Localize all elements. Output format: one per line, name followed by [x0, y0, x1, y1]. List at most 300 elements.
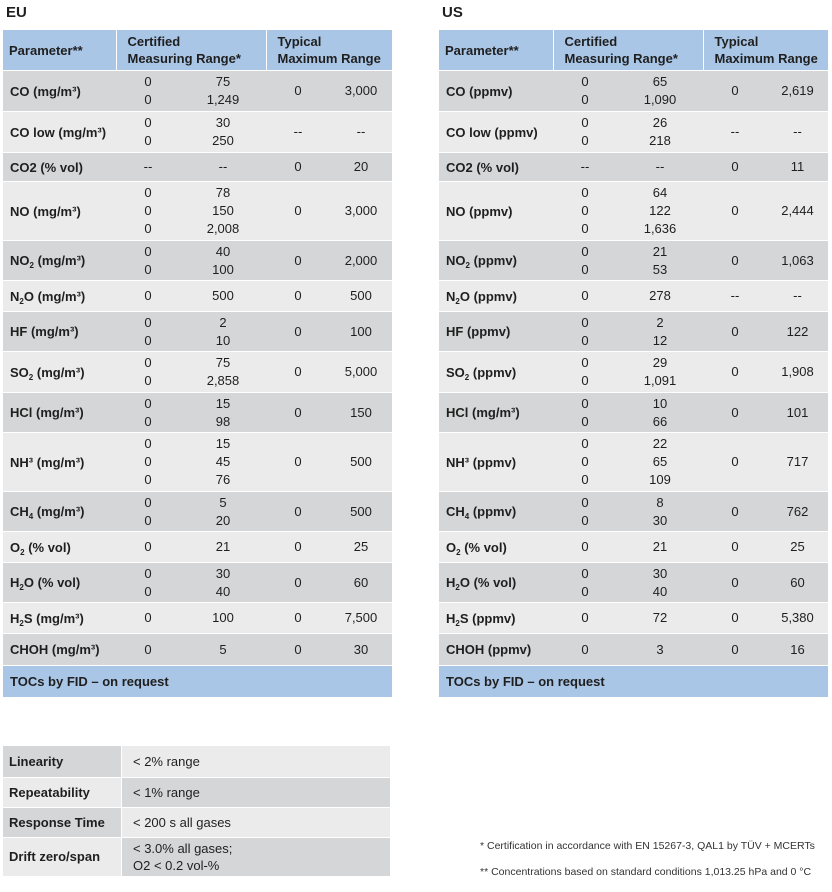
range-min: 0: [294, 454, 302, 469]
table-row: [439, 312, 828, 352]
performance-value-line: < 1% range: [133, 784, 200, 800]
range-min: --: [293, 124, 303, 139]
range-min: 0: [731, 503, 739, 519]
range-pair: [553, 494, 703, 512]
typical-range-cell: [703, 71, 828, 112]
range-pair: [553, 435, 703, 453]
typical-range-header: Typical Maximum Range: [266, 30, 392, 71]
range-min: 0: [581, 373, 589, 388]
table-row: [3, 433, 392, 492]
range-max: 1,636: [643, 221, 677, 236]
certified-range-cell: [116, 634, 266, 666]
range-max: 22: [652, 436, 668, 451]
typical-range-cell: [703, 634, 828, 666]
range-max: 101: [786, 404, 809, 420]
table-row: [3, 563, 392, 603]
typical-range-cell: [266, 492, 392, 532]
parameter-name: HCl (mg/m³): [3, 393, 116, 433]
parameter-name: [3, 532, 116, 563]
range-min: 0: [144, 539, 152, 554]
typical-range-cell: [266, 241, 392, 281]
range-max: 2,444: [781, 203, 814, 218]
range-min: 0: [294, 364, 302, 379]
range-pair: [266, 453, 392, 471]
range-pair: [553, 609, 703, 627]
range-max: 64: [652, 185, 668, 200]
parameter-name-part: O (% vol): [459, 575, 517, 590]
range-max: 45: [215, 454, 231, 469]
certified-range-cell: [116, 532, 266, 563]
range-pair: [116, 538, 266, 556]
range-min: 0: [581, 92, 589, 107]
parameter-name: [3, 563, 116, 603]
range-max: 40: [652, 583, 668, 599]
range-max: 250: [212, 133, 234, 148]
range-max: 122: [786, 323, 809, 339]
range-pair: [553, 538, 703, 556]
range-max: 5,000: [344, 364, 378, 379]
parameter-name-part: O (ppmv): [459, 288, 517, 304]
performance-label: Repeatability: [3, 777, 122, 807]
eu-spec-table: [3, 30, 392, 698]
parameter-name-part: (% vol): [24, 539, 71, 555]
range-pair: [266, 404, 392, 422]
parameter-name-part: (mg/m³): [33, 364, 85, 380]
range-min: 0: [144, 565, 152, 581]
table-row: [439, 352, 828, 393]
range-min: 0: [581, 494, 589, 510]
range-pair: [703, 609, 828, 627]
range-pair: [703, 252, 828, 270]
range-min: --: [730, 124, 740, 139]
range-min: 0: [581, 243, 589, 259]
parameter-name-part: O: [10, 539, 21, 555]
range-max: 1,090: [643, 92, 677, 107]
typical-range-cell: [266, 603, 392, 634]
parameter-name: [439, 492, 553, 532]
table-row: [439, 241, 828, 281]
range-min: 0: [144, 454, 152, 469]
range-max: 3,000: [344, 83, 378, 98]
range-min: 0: [731, 641, 739, 657]
range-min: 0: [581, 454, 589, 469]
range-pair: [116, 202, 266, 220]
performance-value-line: < 200 s all gases: [133, 814, 231, 830]
range-max: 500: [212, 288, 234, 303]
range-min: 0: [581, 314, 589, 330]
range-min: 0: [144, 243, 152, 259]
range-min: 0: [294, 574, 302, 590]
typical-range-cell: [703, 532, 828, 563]
table-row: [439, 634, 828, 666]
table-row: [3, 182, 392, 241]
certified-range-cell: [553, 182, 703, 241]
range-min: --: [730, 288, 740, 303]
range-pair: [703, 404, 828, 422]
parameter-name-part: CH: [10, 504, 29, 519]
range-max: 1,063: [781, 252, 814, 268]
table-row: [439, 492, 828, 532]
range-pair: [116, 453, 266, 471]
certified-range-cell: [553, 241, 703, 281]
parameter-name: CO (mg/m³): [3, 71, 116, 112]
range-min: 0: [294, 641, 302, 657]
range-max: 3: [656, 641, 664, 657]
parameter-name-part: H: [446, 610, 456, 626]
range-max: 500: [350, 503, 372, 519]
range-min: 0: [144, 133, 152, 148]
range-pair: [553, 91, 703, 109]
range-min: 0: [144, 288, 152, 303]
range-pair: [116, 354, 266, 372]
range-min: 0: [144, 314, 152, 330]
typical-range-cell: [266, 352, 392, 393]
range-min: 0: [731, 159, 739, 174]
table-row: [439, 112, 828, 153]
range-pair: [116, 372, 266, 390]
range-min: 0: [294, 252, 302, 268]
parameter-name-part: SO: [10, 364, 29, 380]
parameter-name: NH³ (mg/m³): [3, 433, 116, 492]
table-row: [3, 603, 392, 634]
range-max: 21: [652, 243, 668, 259]
range-max: 150: [350, 404, 372, 420]
performance-value-line: O2 < 0.2 vol-%: [133, 857, 220, 873]
typical-range-cell: [266, 281, 392, 312]
range-min: 0: [731, 252, 739, 268]
typical-range-cell: [703, 153, 828, 182]
performance-value: [122, 777, 391, 807]
range-max: 218: [649, 133, 671, 148]
certified-range-cell: [553, 281, 703, 312]
range-max: 75: [215, 355, 231, 370]
parameter-subscript: 2: [29, 261, 34, 270]
range-pair: [266, 287, 392, 305]
range-min: 0: [294, 159, 302, 174]
range-min: 0: [144, 413, 152, 429]
certified-range-cell: [553, 153, 703, 182]
parameter-name-part: H: [446, 575, 456, 590]
parameter-name-part: (ppmv): [469, 504, 517, 519]
range-pair: [553, 287, 703, 305]
range-max: --: [356, 124, 366, 139]
certified-range-cell: [116, 153, 266, 182]
parameter-name-part: (ppmv): [469, 253, 517, 268]
typical-range-cell: [266, 153, 392, 182]
range-pair: [553, 512, 703, 530]
table-row: [3, 312, 392, 352]
range-pair: [116, 435, 266, 453]
footnote-certification: * Certification in accordance with EN 15267-3, QAL1 by TÜV + MCERTs: [480, 840, 815, 852]
parameter-name: [439, 281, 553, 312]
parameter-name: HF (ppmv): [439, 312, 553, 352]
parameter-name-part: (mg/m³): [33, 253, 86, 268]
range-min: 0: [144, 115, 152, 130]
range-max: 30: [215, 565, 231, 581]
us-spec-table: [439, 30, 828, 698]
certified-range-header: Certified Measuring Range*: [553, 30, 703, 71]
parameter-name: [3, 352, 116, 393]
range-max: 150: [212, 203, 234, 218]
certified-range-cell: [116, 112, 266, 153]
range-max: 21: [652, 539, 668, 554]
certified-range-cell: [116, 71, 266, 112]
range-min: 0: [581, 641, 589, 657]
range-pair: [703, 202, 828, 220]
range-min: 0: [144, 203, 152, 218]
table-row: [439, 281, 828, 312]
parameter-name: NO (mg/m³): [3, 182, 116, 241]
parameter-name-part: N: [446, 288, 456, 304]
range-pair: [553, 395, 703, 413]
certified-range-cell: [553, 603, 703, 634]
range-pair: [116, 220, 266, 238]
parameter-name: [439, 352, 553, 393]
range-pair: [266, 574, 392, 592]
range-min: 0: [581, 185, 589, 200]
range-min: --: [580, 159, 590, 174]
range-pair: [116, 91, 266, 109]
parameter-name: [439, 603, 553, 634]
range-pair: [116, 413, 266, 431]
range-pair: [266, 158, 392, 176]
range-min: 0: [144, 436, 152, 451]
range-pair: [703, 538, 828, 556]
certified-range-cell: [116, 281, 266, 312]
typical-range-cell: [703, 281, 828, 312]
toc-footer: TOCs by FID – on request: [3, 666, 392, 698]
certified-range-cell: [116, 312, 266, 352]
parameter-name-part: S (mg/m³): [23, 610, 84, 626]
range-max: 11: [790, 159, 805, 174]
range-max: 60: [353, 574, 369, 590]
range-max: 5: [219, 494, 227, 510]
parameter-name: [3, 603, 116, 634]
typical-range-cell: [703, 433, 828, 492]
range-max: 1,091: [643, 373, 677, 388]
range-min: 0: [581, 583, 589, 599]
range-pair: [266, 202, 392, 220]
table-row: [3, 532, 392, 563]
range-pair: [116, 132, 266, 150]
footnote-concentrations: ** Concentrations based on standard conditions 1,013.25 hPa and 0 °C: [480, 866, 812, 878]
range-min: 0: [581, 221, 589, 236]
table-row: [3, 634, 392, 666]
range-min: 0: [581, 115, 589, 130]
parameter-subscript: 2: [455, 296, 460, 306]
typical-range-header: Typical Maximum Range: [703, 30, 828, 71]
range-pair: [553, 332, 703, 350]
certified-range-cell: [553, 112, 703, 153]
typical-range-cell: [703, 241, 828, 281]
range-pair: [703, 641, 828, 659]
table-row: [3, 492, 392, 532]
parameter-name-part: O (mg/m³): [23, 288, 86, 304]
typical-range-cell: [266, 393, 392, 433]
range-pair: [553, 114, 703, 132]
performance-label: Linearity: [3, 746, 122, 777]
parameter-name-part: NO: [446, 253, 466, 268]
range-max: 21: [215, 539, 231, 554]
certified-range-cell: [116, 241, 266, 281]
parameter-subscript: 2: [455, 618, 460, 628]
table-row: [439, 182, 828, 241]
range-pair: [553, 158, 703, 176]
certified-range-cell: [553, 563, 703, 603]
range-max: 29: [652, 355, 668, 370]
performance-row: [3, 807, 390, 837]
typical-range-cell: [266, 71, 392, 112]
range-max: 65: [652, 74, 668, 89]
range-max: 122: [649, 203, 671, 218]
range-pair: [266, 641, 392, 659]
range-min: 0: [581, 355, 589, 370]
range-pair: [116, 471, 266, 489]
range-max: 2,008: [206, 221, 240, 236]
range-pair: [116, 243, 266, 261]
range-min: 0: [581, 539, 589, 554]
range-min: 0: [581, 512, 589, 528]
range-max: 20: [353, 159, 369, 174]
range-min: 0: [294, 288, 302, 303]
certified-range-cell: [553, 393, 703, 433]
range-pair: [703, 158, 828, 176]
parameter-name: NH³ (ppmv): [439, 433, 553, 492]
range-min: 0: [581, 74, 589, 89]
parameter-subscript: 2: [19, 618, 24, 628]
range-min: 0: [144, 641, 152, 657]
range-min: 0: [294, 323, 302, 339]
certified-range-cell: [116, 433, 266, 492]
range-max: 30: [652, 565, 668, 581]
certified-range-cell: [553, 71, 703, 112]
range-min: 0: [144, 512, 152, 528]
parameter-name-part: O: [446, 539, 457, 555]
range-pair: [116, 184, 266, 202]
toc-footer: TOCs by FID – on request: [439, 666, 828, 698]
range-max: 15: [215, 436, 231, 451]
range-max: 2,000: [344, 252, 378, 268]
parameter-name: CO2 (% vol): [439, 153, 553, 182]
range-max: 12: [652, 332, 668, 348]
range-pair: [116, 565, 266, 583]
typical-range-cell: [266, 112, 392, 153]
performance-value: [122, 746, 391, 777]
typical-range-cell: [266, 433, 392, 492]
parameter-subscript: 4: [464, 512, 470, 521]
performance-label: Response Time: [3, 807, 122, 837]
range-max: 98: [215, 413, 231, 429]
parameter-subscript: 2: [28, 372, 34, 382]
range-pair: [553, 583, 703, 601]
range-max: 7,500: [344, 610, 378, 625]
range-max: 26: [652, 115, 668, 130]
range-pair: [266, 82, 392, 100]
range-min: 0: [294, 404, 302, 420]
parameter-name: CO2 (% vol): [3, 153, 116, 182]
parameter-name-part: NO: [10, 253, 30, 268]
typical-range-cell: [266, 634, 392, 666]
range-min: 0: [144, 92, 152, 107]
parameter-name: HCl (mg/m³): [439, 393, 553, 433]
range-min: 0: [581, 610, 589, 625]
range-max: 1,908: [781, 364, 814, 379]
typical-range-cell: [703, 312, 828, 352]
range-min: 0: [144, 494, 152, 510]
parameter-name-part: (ppmv): [469, 364, 517, 380]
range-pair: [703, 503, 828, 521]
range-min: 0: [144, 355, 152, 370]
range-max: 8: [656, 494, 664, 510]
table-row: [439, 532, 828, 563]
range-max: 40: [215, 243, 231, 259]
parameter-subscript: 2: [456, 547, 461, 557]
performance-table: [3, 746, 390, 877]
table-row: [439, 153, 828, 182]
range-min: 0: [294, 83, 302, 98]
toc-footer-row: [439, 666, 828, 698]
range-pair: [116, 641, 266, 659]
range-pair: [116, 395, 266, 413]
range-max: 762: [786, 503, 809, 519]
parameter-name: CHOH (mg/m³): [3, 634, 116, 666]
parameter-subscript: 2: [464, 372, 470, 382]
range-pair: [116, 114, 266, 132]
range-pair: [553, 413, 703, 431]
parameter-name: [439, 563, 553, 603]
range-pair: [266, 252, 392, 270]
range-max: 2,858: [206, 373, 240, 388]
parameter-name-part: H: [10, 575, 20, 590]
typical-range-cell: [703, 112, 828, 153]
range-pair: [553, 132, 703, 150]
parameter-name: [3, 241, 116, 281]
range-min: 0: [581, 203, 589, 218]
range-pair: [553, 184, 703, 202]
range-pair: [553, 243, 703, 261]
certified-range-cell: [116, 492, 266, 532]
range-max: 2: [656, 314, 664, 330]
range-pair: [553, 641, 703, 659]
certified-range-cell: [116, 352, 266, 393]
range-pair: [553, 220, 703, 238]
range-pair: [266, 123, 392, 141]
range-pair: [553, 314, 703, 332]
range-max: 100: [212, 610, 234, 625]
certified-range-cell: [553, 433, 703, 492]
typical-range-cell: [703, 563, 828, 603]
range-pair: [116, 73, 266, 91]
range-min: 0: [581, 133, 589, 148]
range-pair: [703, 363, 828, 381]
performance-row: [3, 746, 390, 777]
certified-range-cell: [116, 603, 266, 634]
range-max: 278: [649, 288, 671, 303]
certified-range-cell: [553, 492, 703, 532]
range-max: 65: [652, 454, 668, 469]
range-min: 0: [144, 221, 152, 236]
table-row: [439, 563, 828, 603]
certified-range-header: Certified Measuring Range*: [116, 30, 266, 71]
parameter-name-part: SO: [446, 364, 465, 380]
range-max: 10: [215, 332, 231, 348]
param-header: Parameter**: [3, 30, 116, 71]
range-max: 5,380: [781, 610, 814, 625]
range-pair: [116, 512, 266, 530]
range-max: 500: [350, 288, 372, 303]
range-max: 109: [649, 472, 671, 487]
range-pair: [703, 82, 828, 100]
